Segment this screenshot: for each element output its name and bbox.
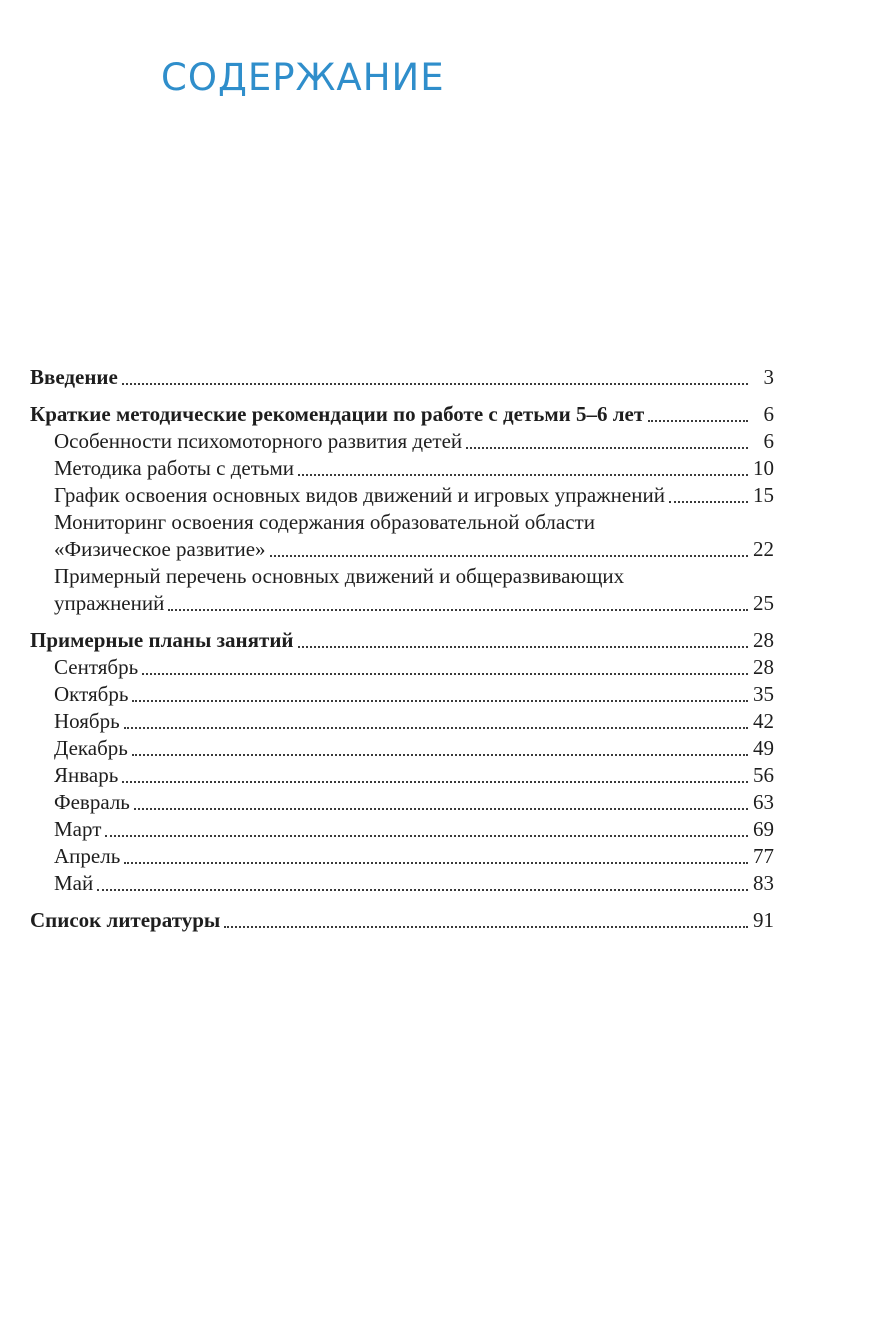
toc-entry-label: Методика работы с детьми	[54, 456, 295, 480]
toc-entry-psychomotor[interactable]	[30, 428, 774, 455]
page-title: СОДЕРЖАНИЕ	[161, 56, 445, 99]
toc-page-number: 6	[763, 429, 774, 453]
dot-leader	[224, 926, 748, 928]
toc-entry-plans[interactable]	[30, 627, 774, 654]
dot-leader	[142, 673, 748, 675]
toc-page-number: 3	[763, 365, 774, 389]
toc-entry-label-line1: Мониторинг освоения содержания образовательной области	[54, 510, 595, 534]
dot-leader	[124, 727, 748, 729]
toc-entry-month-march[interactable]	[30, 816, 774, 843]
dot-leader	[122, 383, 748, 385]
toc-page-number: 25	[753, 591, 774, 615]
dot-leader	[270, 555, 748, 557]
toc-entry-label: Особенности психомоторного развития детей	[54, 429, 463, 453]
toc-entry-label: Краткие методические рекомендации по работе с детьми 5–6 лет	[30, 402, 645, 426]
toc-entry-recommendations[interactable]	[30, 401, 774, 428]
dot-leader	[466, 447, 748, 449]
table-of-contents	[30, 364, 774, 934]
toc-entry-label: Введение	[30, 365, 118, 389]
toc-page-number: 28	[753, 628, 774, 652]
toc-entry-schedule[interactable]	[30, 482, 774, 509]
toc-entry-month-october[interactable]	[30, 681, 774, 708]
toc-entry-label-line1: Примерный перечень основных движений и общеразвивающих	[54, 564, 625, 588]
toc-entry-label: Ноябрь	[54, 709, 120, 733]
dot-leader	[97, 889, 748, 891]
toc-page-number: 10	[753, 456, 774, 480]
toc-entry-label: Май	[54, 871, 94, 895]
toc-entry-month-may[interactable]	[30, 870, 774, 897]
toc-entry-label: Сентябрь	[54, 655, 139, 679]
toc-page-number: 63	[753, 790, 774, 814]
dot-leader	[132, 754, 748, 756]
dot-leader	[168, 609, 748, 611]
toc-entry-month-april[interactable]	[30, 843, 774, 870]
toc-page-number: 22	[753, 537, 774, 561]
toc-page-number: 42	[753, 709, 774, 733]
dot-leader	[124, 862, 748, 864]
dot-leader	[298, 474, 748, 476]
toc-entry-label: Февраль	[54, 790, 130, 814]
toc-page-number: 91	[753, 908, 774, 932]
dot-leader	[122, 781, 748, 783]
toc-page-number: 69	[753, 817, 774, 841]
toc-page-number: 15	[753, 483, 774, 507]
toc-entry-methodology[interactable]	[30, 455, 774, 482]
toc-entry-month-december[interactable]	[30, 735, 774, 762]
toc-page-number: 83	[753, 871, 774, 895]
toc-page-number: 49	[753, 736, 774, 760]
toc-entry-movements[interactable]	[30, 563, 774, 617]
dot-leader	[105, 835, 748, 837]
toc-entry-literature[interactable]	[30, 907, 774, 934]
toc-entry-monitoring[interactable]	[30, 509, 774, 563]
toc-entry-label-line2: упражнений	[54, 591, 165, 615]
toc-entry-label: Январь	[54, 763, 119, 787]
toc-entry-label-line2: «Физическое развитие»	[54, 537, 266, 561]
toc-entry-intro[interactable]	[30, 364, 774, 391]
toc-entry-label: Март	[54, 817, 102, 841]
toc-page-number: 28	[753, 655, 774, 679]
toc-entry-label: Примерные планы занятий	[30, 628, 294, 652]
toc-entry-label: Октябрь	[54, 682, 129, 706]
dot-leader	[298, 646, 748, 648]
dot-leader	[134, 808, 748, 810]
toc-entry-month-september[interactable]	[30, 654, 774, 681]
toc-page-number: 6	[763, 402, 774, 426]
toc-entry-month-january[interactable]	[30, 762, 774, 789]
dot-leader	[648, 420, 748, 422]
toc-entry-month-november[interactable]	[30, 708, 774, 735]
toc-entry-label: График освоения основных видов движений и игровых упражнений	[54, 483, 665, 507]
dot-leader	[669, 501, 748, 503]
dot-leader	[132, 700, 748, 702]
toc-page-number: 77	[753, 844, 774, 868]
toc-entry-label: Декабрь	[54, 736, 128, 760]
toc-page-number: 56	[753, 763, 774, 787]
toc-entry-label: Список литературы	[30, 908, 221, 932]
toc-page-number: 35	[753, 682, 774, 706]
toc-entry-month-february[interactable]	[30, 789, 774, 816]
toc-entry-label: Апрель	[54, 844, 121, 868]
